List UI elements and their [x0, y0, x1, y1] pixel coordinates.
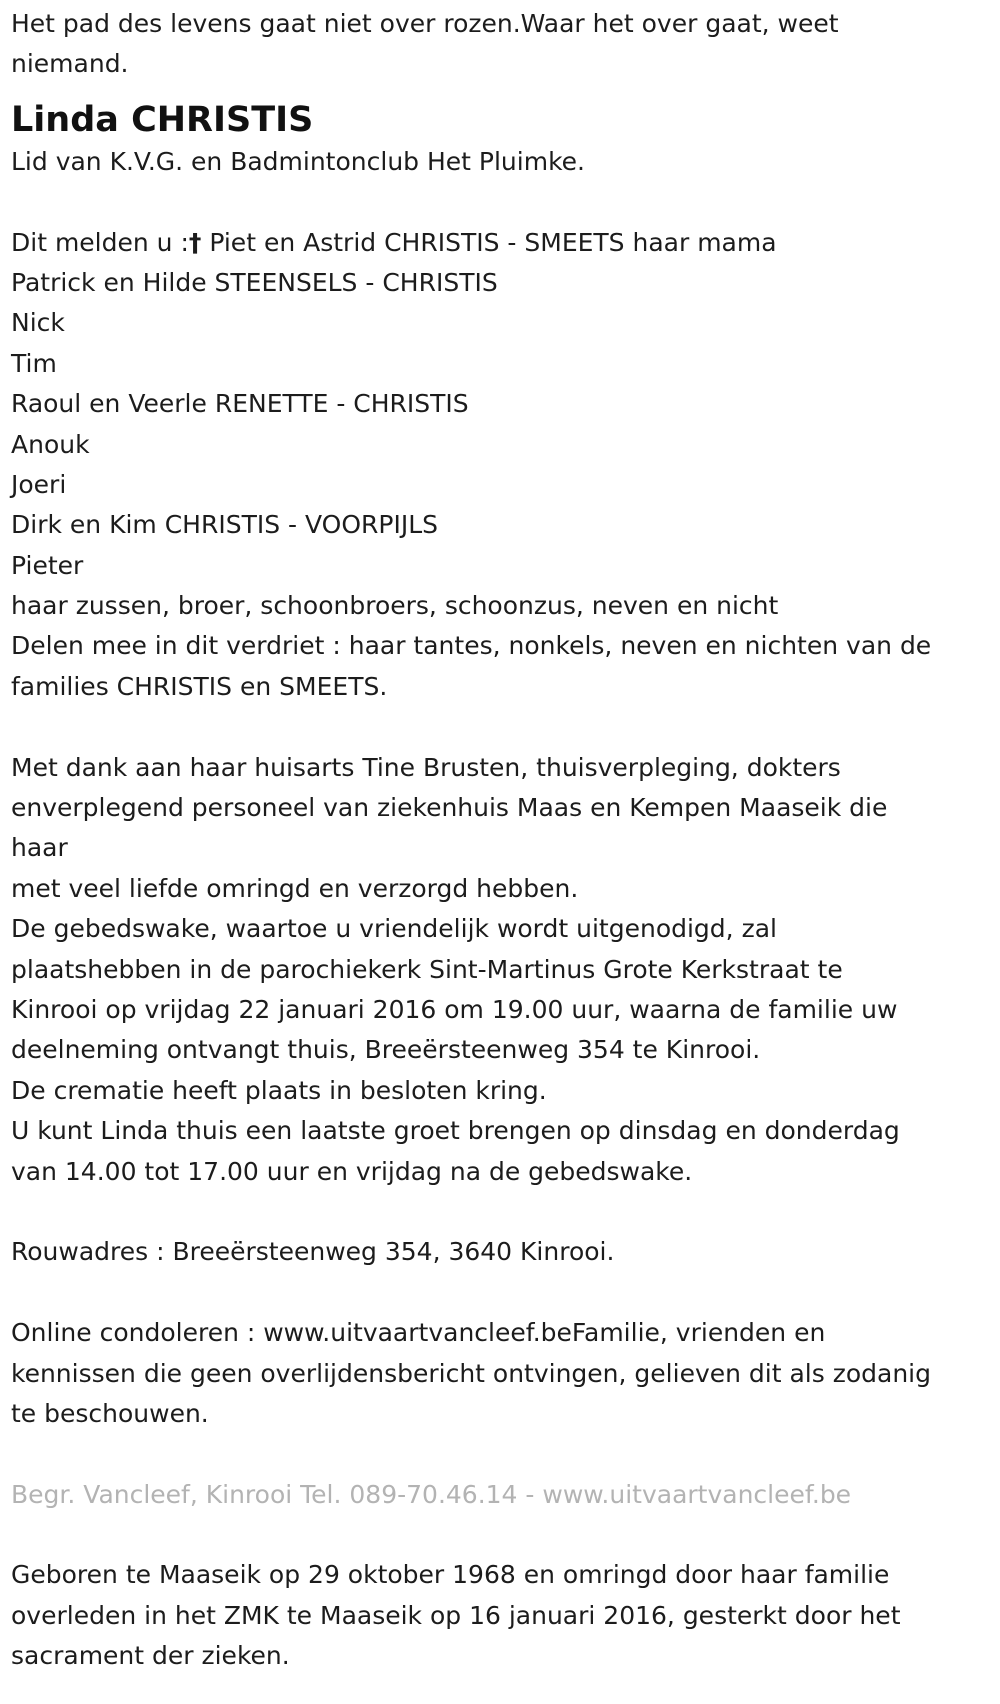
family-line: Delen mee in dit verdriet : haar tantes, nonkels, neven en nichten van de	[11, 631, 932, 661]
condolences-line: Online condoleren : www.uitvaartvancleef.beFamilie, vrienden en	[11, 1318, 826, 1348]
family-announcement	[11, 223, 991, 708]
family-line: Patrick en Hilde STEENSELS - CHRISTIS	[11, 267, 498, 297]
details-line: plaatshebben in de parochiekerk Sint-Martinus Grote Kerkstraat te	[11, 954, 843, 984]
family-line: Pieter	[11, 550, 84, 580]
spacer	[11, 1515, 991, 1555]
details-line: Met dank aan haar huisarts Tine Brusten, thuisverpleging, dokters	[11, 752, 841, 782]
details-line: Kinrooi op vrijdag 22 januari 2016 om 19.00 uur, waarna de familie uw	[11, 994, 898, 1024]
family-line: Tim	[11, 348, 57, 378]
announcement-first-line	[11, 223, 991, 263]
birth-death-info	[11, 1555, 991, 1676]
announcement-prefix: Dit melden u :	[11, 227, 189, 257]
details-line: De crematie heeft plaats in besloten kring.	[11, 1075, 547, 1105]
details-line: De gebedswake, waartoe u vriendelijk wordt uitgenodigd, zal	[11, 914, 777, 944]
funeral-home-credit: Begr. Vancleef, Kinrooi Tel. 089-70.46.14 - www.uitvaartvancleef.be	[11, 1479, 852, 1509]
obituary-document	[11, 4, 991, 1677]
details-line: met veel liefde omringd en verzorgd hebben.	[11, 873, 579, 903]
condolences-line: kennissen die geen overlijdensbericht ontvingen, gelieven dit als zodanig	[11, 1358, 931, 1388]
mourning-address: Rouwadres : Breeërsteenweg 354, 3640 Kinrooi.	[11, 1237, 615, 1267]
announcement-parents: Piet en Astrid CHRISTIS - SMEETS haar mama	[201, 227, 777, 257]
birth-death-line: Geboren te Maaseik op 29 oktober 1968 en omringd door haar familie	[11, 1560, 890, 1590]
details-line: enverplegend personeel van ziekenhuis Maas en Kempen Maaseik die	[11, 793, 888, 823]
birth-death-line: overleden in het ZMK te Maaseik op 16 januari 2016, gesterkt door het	[11, 1600, 901, 1630]
details-line: deelneming ontvangt thuis, Breeërsteenweg 354 te Kinrooi.	[11, 1035, 761, 1065]
membership-text: Lid van K.V.G. en Badmintonclub Het Pluimke.	[11, 146, 585, 176]
birth-death-line: sacrament der zieken.	[11, 1641, 290, 1671]
intro-quote	[11, 4, 991, 85]
family-line: Dirk en Kim CHRISTIS - VOORPIJLS	[11, 510, 439, 540]
family-line: families CHRISTIS en SMEETS.	[11, 671, 388, 701]
family-line: Nick	[11, 308, 65, 338]
spacer	[11, 1192, 991, 1232]
spacer	[11, 182, 991, 222]
details-line: van 14.00 tot 17.00 uur en vrijdag na de gebedswake.	[11, 1156, 693, 1186]
condolences-line: te beschouwen.	[11, 1398, 209, 1428]
spacer	[11, 707, 991, 747]
family-line: Anouk	[11, 429, 90, 459]
deceased-name: Linda CHRISTIS	[11, 99, 314, 140]
family-line: Joeri	[11, 469, 67, 499]
details-line: U kunt Linda thuis een laatste groet brengen op dinsdag en donderdag	[11, 1116, 900, 1146]
details-line: haar	[11, 833, 68, 863]
family-line: Raoul en Veerle RENETTE - CHRISTIS	[11, 389, 469, 419]
quote-line: niemand.	[11, 49, 129, 79]
cross-icon: †	[188, 227, 202, 257]
service-details	[11, 748, 991, 1192]
spacer	[11, 1273, 991, 1313]
quote-line: Het pad des levens gaat niet over rozen.Waar het over gaat, weet	[11, 9, 839, 38]
family-line: haar zussen, broer, schoonbroers, schoonzus, neven en nicht	[11, 591, 779, 621]
spacer	[11, 1434, 991, 1474]
online-condolences	[11, 1313, 991, 1434]
